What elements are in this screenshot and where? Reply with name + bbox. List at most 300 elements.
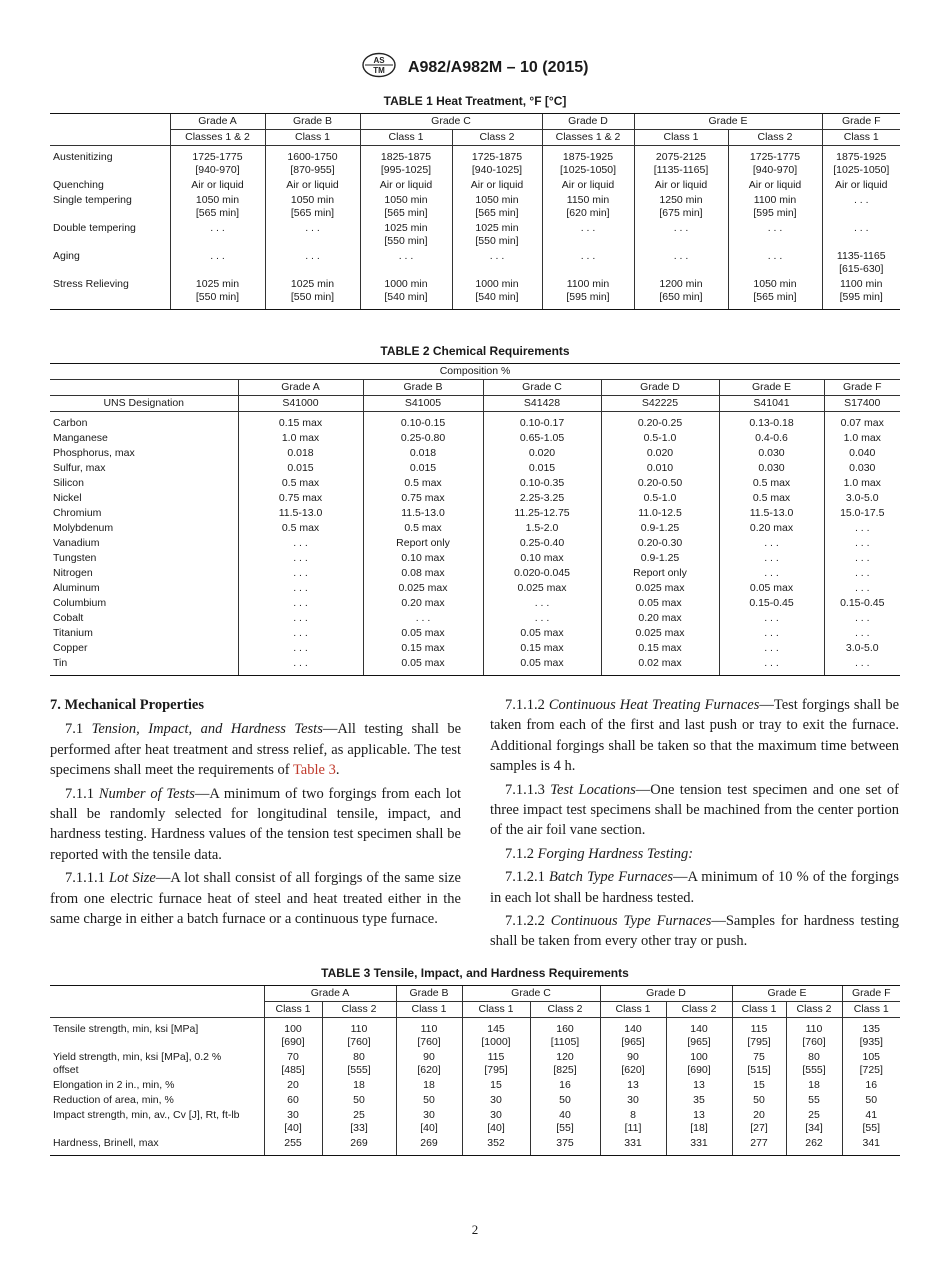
paragraph-7-1: 7.1 Tension, Impact, and Hardness Tests—All testing shall be performed after heat treatment and stress relief, as applicable. The test specimens shall meet the requirements of Table 3.	[50, 721, 462, 779]
table1-class-header: Class 2	[452, 130, 542, 146]
table2-cell: . . .	[824, 611, 900, 626]
table1-cell: . . .	[360, 249, 452, 277]
table3-cell: 135 [935]	[842, 1018, 900, 1051]
table2-cell: . . .	[824, 626, 900, 641]
table3-cell: 115 [795]	[732, 1018, 786, 1051]
table3-cell: 100 [690]	[666, 1050, 732, 1078]
table2-cell: 0.20-0.30	[601, 536, 719, 551]
table1-class-header: Class 1	[822, 130, 900, 146]
table2-row	[50, 611, 900, 626]
table2-cell: 0.015	[363, 461, 483, 476]
table2-cell: . . .	[824, 656, 900, 676]
table1-class-header: Classes 1 & 2	[542, 130, 634, 146]
table3-cell: 115 [795]	[462, 1050, 530, 1078]
table2-cell: 0.020-0.045	[483, 566, 601, 581]
table3-class-header: Class 2	[322, 1002, 396, 1018]
table3-row-label: Yield strength, min, ksi [MPa], 0.2 % offset	[53, 1051, 222, 1076]
table2-cell: 11.5-13.0	[719, 506, 824, 521]
table1-cell: 1025 min [550 min]	[265, 277, 360, 310]
table3-class-header: Class 1	[732, 1002, 786, 1018]
table2-cell: 0.020	[601, 446, 719, 461]
table1-cell: 1875-1925 [1025-1050]	[822, 146, 900, 179]
table3-cell: 20 [27]	[732, 1108, 786, 1136]
table2-row-label: Vanadium	[53, 537, 100, 549]
table2-cell: . . .	[363, 611, 483, 626]
table1-cell: . . .	[728, 221, 822, 249]
table1-cell: 1100 min [595 min]	[728, 193, 822, 221]
paragraph-7-1-2: 7.1.2 Forging Hardness Testing:	[505, 845, 694, 862]
table3-cell: 269	[396, 1136, 462, 1156]
table2-grade-header: Grade A	[238, 380, 363, 396]
table3-cell: 30	[600, 1093, 666, 1108]
table3-row	[50, 1093, 900, 1108]
table2-cell: . . .	[238, 611, 363, 626]
table2-cell: 0.05 max	[483, 626, 601, 641]
table2-cell: 0.07 max	[824, 412, 900, 432]
table2-cell: 0.4-0.6	[719, 431, 824, 446]
table3-cell: 352	[462, 1136, 530, 1156]
table3-cell: 375	[530, 1136, 600, 1156]
table2-cell: 0.15 max	[363, 641, 483, 656]
table2-cell: 0.010	[601, 461, 719, 476]
table2-caption: TABLE 2 Chemical Requirements	[380, 344, 570, 358]
table1-cell: Air or liquid	[542, 178, 634, 193]
table1-cell: . . .	[542, 249, 634, 277]
table3-cell: 15	[732, 1078, 786, 1093]
table3-cell: 341	[842, 1136, 900, 1156]
table2-cell: 0.10-0.15	[363, 412, 483, 432]
table2-cell: 0.20 max	[601, 611, 719, 626]
table2-row	[50, 536, 900, 551]
table2-cell: . . .	[238, 566, 363, 581]
table2-row-label: Phosphorus, max	[53, 447, 135, 459]
table1-cell: 1725-1875 [940-1025]	[452, 146, 542, 179]
table2-cell: Report only	[363, 536, 483, 551]
table2-cell: 0.15 max	[238, 412, 363, 432]
table1-cell: 1050 min [565 min]	[452, 193, 542, 221]
table1-cell: 1025 min [550 min]	[360, 221, 452, 249]
paragraph-7-1-1-3: 7.1.1.3 Test Locations—One tension test specimen and one set of three impact test specimens shall be machined from the center portion of the air foil vane section.	[490, 781, 900, 839]
table1-cell: 1000 min [540 min]	[452, 277, 542, 310]
table2-row	[50, 476, 900, 491]
table1-row-label: Stress Relieving	[50, 277, 170, 310]
table3-row	[50, 1018, 900, 1051]
table3-row	[50, 1108, 900, 1136]
table3-class-header: Class 1	[842, 1002, 900, 1018]
table2-cell: 0.15 max	[483, 641, 601, 656]
table3-grade-header: Grade A	[264, 986, 396, 1002]
table3-caption: TABLE 3 Tensile, Impact, and Hardness Requirements	[321, 966, 629, 980]
table1-cell: . . .	[170, 221, 265, 249]
table3-cell: 41 [55]	[842, 1108, 900, 1136]
table1-row	[50, 146, 900, 179]
table2-cell: 0.5 max	[719, 491, 824, 506]
table1-row	[50, 277, 900, 310]
table2-uns-value: S41005	[363, 396, 483, 412]
table3-cell: 255	[264, 1136, 322, 1156]
table2-row-label: Chromium	[53, 507, 102, 519]
table2-row-label: Copper	[53, 642, 88, 654]
table3-row-label: Tensile strength, min, ksi [MPa]	[53, 1023, 199, 1035]
table3-row	[50, 1078, 900, 1093]
table2-row-label: Manganese	[53, 432, 108, 444]
table2-row-label: Columbium	[53, 597, 107, 609]
table2-uns-value: S42225	[601, 396, 719, 412]
table2-cell: . . .	[719, 656, 824, 676]
table2-cell: 0.025 max	[601, 626, 719, 641]
table1-cell: 1050 min [565 min]	[170, 193, 265, 221]
paragraph-7-1-1-1: 7.1.1.1 Lot Size—A lot shall consist of all forgings of the same size from one electric furnace heat of steel and heat treated either in the same charge in either a batch furnace or a continuous type furnace.	[50, 870, 461, 928]
table3-cell: 18	[396, 1078, 462, 1093]
table2-cell: 0.10-0.17	[483, 412, 601, 432]
table2-cell: 0.10 max	[363, 551, 483, 566]
table1-cell: 1000 min [540 min]	[360, 277, 452, 310]
table3-row	[50, 1050, 900, 1078]
table1-cell: 1150 min [620 min]	[542, 193, 634, 221]
table1-row-label: Austenitizing	[53, 151, 113, 163]
table3-cell: 331	[666, 1136, 732, 1156]
table1-cell: 1025 min [550 min]	[170, 277, 265, 310]
body-left-column	[50, 695, 461, 932]
table3-cell: 60	[264, 1093, 322, 1108]
table2-uns-value: S41428	[483, 396, 601, 412]
table3-cell: 90 [620]	[600, 1050, 666, 1078]
table1-grade-header: Grade F	[822, 114, 900, 130]
table2-row	[50, 566, 900, 581]
table2-row	[50, 596, 900, 611]
table1-cell: Air or liquid	[634, 178, 728, 193]
table2-grade-header: Grade B	[363, 380, 483, 396]
table1-row	[50, 193, 900, 221]
document-header	[0, 52, 950, 83]
table2-cell: . . .	[238, 641, 363, 656]
table2-cell: 0.20 max	[719, 521, 824, 536]
table1-cell: . . .	[822, 221, 900, 249]
table2-cell: . . .	[238, 581, 363, 596]
table2-cell: 2.25-3.25	[483, 491, 601, 506]
table1-grade-row	[50, 114, 900, 130]
table2-cell: 0.13-0.18	[719, 412, 824, 432]
table3-cell: 25 [33]	[322, 1108, 396, 1136]
table3-cell: 140 [965]	[666, 1018, 732, 1051]
table3-cell: 55	[786, 1093, 842, 1108]
table3-cell: 25 [34]	[786, 1108, 842, 1136]
table2-cell: 0.15-0.45	[719, 596, 824, 611]
page-number: 2	[471, 1222, 479, 1237]
table2-grade-header: Grade C	[483, 380, 601, 396]
table2-row	[50, 506, 900, 521]
table3-class-header: Class 1	[396, 1002, 462, 1018]
table1-grade-header: Grade A	[170, 114, 265, 130]
table2-cell: 0.75 max	[363, 491, 483, 506]
table2-cell: . . .	[719, 536, 824, 551]
svg-text:AS: AS	[373, 56, 386, 65]
table2-cell: 0.030	[719, 461, 824, 476]
table2-cell: 0.020	[483, 446, 601, 461]
table1-cell: 1100 min [595 min]	[542, 277, 634, 310]
table1-grade-header: Grade E	[634, 114, 822, 130]
table3-cell: 18	[322, 1078, 396, 1093]
table3-grade-header: Grade F	[842, 986, 900, 1002]
table2-cell: . . .	[719, 566, 824, 581]
table1-grade-header: Grade B	[265, 114, 360, 130]
table3-cell: 15	[462, 1078, 530, 1093]
table2-cell: 1.0 max	[238, 431, 363, 446]
table3-cell: 80 [555]	[786, 1050, 842, 1078]
table3-cell: 90 [620]	[396, 1050, 462, 1078]
table2-cell: 11.0-12.5	[601, 506, 719, 521]
table3-class-header: Class 2	[530, 1002, 600, 1018]
table1-cell: . . .	[265, 221, 360, 249]
table1-cell: Air or liquid	[728, 178, 822, 193]
table1-class-header: Class 1	[360, 130, 452, 146]
table3-cell: 50	[842, 1093, 900, 1108]
table2-cell: 0.5-1.0	[601, 491, 719, 506]
table1-cell: . . .	[265, 249, 360, 277]
table2-cell: . . .	[824, 566, 900, 581]
table2-cell: 3.0-5.0	[824, 641, 900, 656]
table1-cell: Air or liquid	[360, 178, 452, 193]
table2-cell: 0.08 max	[363, 566, 483, 581]
table3-cell: 110 [760]	[786, 1018, 842, 1051]
table2-cell: . . .	[238, 536, 363, 551]
table2-row	[50, 431, 900, 446]
table2-cell: 0.65-1.05	[483, 431, 601, 446]
table1-cell: 1050 min [565 min]	[728, 277, 822, 310]
table2-cell: 0.5 max	[238, 521, 363, 536]
table2-row-label: Cobalt	[53, 612, 84, 624]
table2-cell: . . .	[238, 626, 363, 641]
table1-cell: Air or liquid	[265, 178, 360, 193]
table3-grade-header: Grade B	[396, 986, 462, 1002]
table1-grade-header: Grade C	[360, 114, 542, 130]
svg-text:TM: TM	[373, 66, 386, 75]
table3-cell: 13	[600, 1078, 666, 1093]
table3-cell: 70 [485]	[264, 1050, 322, 1078]
table2-cell: 0.015	[483, 461, 601, 476]
table3-row-label: Hardness, Brinell, max	[50, 1136, 264, 1156]
table3-cell: 110 [760]	[322, 1018, 396, 1051]
table2-cell: 3.0-5.0	[824, 491, 900, 506]
table3-cell: 269	[322, 1136, 396, 1156]
table3-cell: 13 [18]	[666, 1108, 732, 1136]
table2-cell: 0.05 max	[363, 626, 483, 641]
table3-cell: 277	[732, 1136, 786, 1156]
table3-cell: 80 [555]	[322, 1050, 396, 1078]
table2-cell: 0.040	[824, 446, 900, 461]
table2-row	[50, 412, 900, 432]
table3-cell: 120 [825]	[530, 1050, 600, 1078]
table1-cell: 2075-2125 [1135-1165]	[634, 146, 728, 179]
table2-cell: 0.015	[238, 461, 363, 476]
table2-cell: 0.05 max	[719, 581, 824, 596]
table1-cell: Air or liquid	[170, 178, 265, 193]
table3-link[interactable]: Table 3	[292, 762, 336, 779]
table2-cell: . . .	[824, 521, 900, 536]
table1-cell: Air or liquid	[822, 178, 900, 193]
table2-row	[50, 461, 900, 476]
table1-class-header: Class 1	[634, 130, 728, 146]
table2-cell: Report only	[601, 566, 719, 581]
table3-cell: 105 [725]	[842, 1050, 900, 1078]
table2-row-label: Sulfur, max	[53, 462, 106, 474]
table3-cell: 100 [690]	[264, 1018, 322, 1051]
table2-cell: 11.5-13.0	[238, 506, 363, 521]
table3-cell: 30 [40]	[396, 1108, 462, 1136]
table2-grade-row	[50, 380, 900, 396]
table1-row	[50, 178, 900, 193]
paragraph-7-1-2-1: 7.1.2.1 Batch Type Furnaces—A minimum of 10 % of the forgings in each lot shall be hardness tested.	[490, 869, 899, 906]
table3-row-label: Elongation in 2 in., min, %	[53, 1079, 175, 1091]
table2-cell: . . .	[719, 611, 824, 626]
table2-cell: . . .	[719, 641, 824, 656]
table3-cell: 160 [1105]	[530, 1018, 600, 1051]
table3-cell: 13	[666, 1078, 732, 1093]
table1-cell: . . .	[728, 249, 822, 277]
table1-cell: Air or liquid	[452, 178, 542, 193]
heat-treatment-table	[50, 113, 900, 310]
table2-cell: 0.5 max	[238, 476, 363, 491]
astm-logo-icon	[361, 52, 397, 83]
table2-cell: 0.10 max	[483, 551, 601, 566]
table2-uns-label: UNS Designation	[50, 396, 238, 412]
table2-cell: 0.20-0.50	[601, 476, 719, 491]
table2-cell: 0.20 max	[363, 596, 483, 611]
table3-cell: 30	[462, 1093, 530, 1108]
table2-cell: . . .	[824, 536, 900, 551]
table1-cell: 1135-1165 [615-630]	[822, 249, 900, 277]
table3-class-header: Class 1	[462, 1002, 530, 1018]
table2-grade-header: Grade E	[719, 380, 824, 396]
table2-cell: . . .	[483, 596, 601, 611]
table2-cell: 0.5 max	[363, 521, 483, 536]
table2-cell: 0.5 max	[719, 476, 824, 491]
table1-class-row	[50, 130, 900, 146]
table3-row-label: Reduction of area, min, %	[53, 1094, 174, 1106]
table2-cell: 0.9-1.25	[601, 551, 719, 566]
table1-cell: 1250 min [675 min]	[634, 193, 728, 221]
table2-cell: 0.02 max	[601, 656, 719, 676]
table2-cell: 0.75 max	[238, 491, 363, 506]
table2-cell: 0.25-0.80	[363, 431, 483, 446]
table2-cell: 0.030	[824, 461, 900, 476]
table2-cell: 0.15-0.45	[824, 596, 900, 611]
table2-cell: 0.025 max	[363, 581, 483, 596]
table2-row	[50, 491, 900, 506]
table2-cell: 0.15 max	[601, 641, 719, 656]
table2-cell: 0.10-0.35	[483, 476, 601, 491]
standard-designation: A982/A982M – 10 (2015)	[407, 58, 589, 76]
table2-cell: 1.0 max	[824, 431, 900, 446]
table1-row-label: Quenching	[53, 179, 104, 191]
table2-cell: . . .	[238, 551, 363, 566]
table2-cell: 1.0 max	[824, 476, 900, 491]
table2-cell: 0.05 max	[601, 596, 719, 611]
table3-class-header: Class 1	[600, 1002, 666, 1018]
table3-cell: 16	[842, 1078, 900, 1093]
table3-cell: 262	[786, 1136, 842, 1156]
table3-row	[50, 1136, 900, 1156]
table3-cell: 30 [40]	[264, 1108, 322, 1136]
table1-cell: . . .	[634, 221, 728, 249]
table2-cell: 0.018	[363, 446, 483, 461]
table1-cell: . . .	[542, 221, 634, 249]
table1-row-label: Aging	[53, 250, 80, 262]
table3-row-label: Impact strength, min, av., Cv [J], Rt, ft-lb	[53, 1109, 240, 1121]
table2-uns-value: S41000	[238, 396, 363, 412]
table1-cell: 1050 min [565 min]	[265, 193, 360, 221]
table3-cell: 20	[264, 1078, 322, 1093]
table2-row	[50, 581, 900, 596]
table2-cell: 0.20-0.25	[601, 412, 719, 432]
table2-cell: . . .	[483, 611, 601, 626]
table2-cell: 0.9-1.25	[601, 521, 719, 536]
table2-row-label: Titanium	[53, 627, 93, 639]
table2-cell: 0.5 max	[363, 476, 483, 491]
table1-cell: 1725-1775 [940-970]	[728, 146, 822, 179]
section-heading: 7. Mechanical Properties	[50, 697, 204, 713]
table1-cell: 1025 min [550 min]	[452, 221, 542, 249]
table2-cell: 1.5-2.0	[483, 521, 601, 536]
table2-cell: . . .	[238, 656, 363, 676]
table2-row-label: Silicon	[53, 477, 84, 489]
table2-row	[50, 446, 900, 461]
paragraph-7-1-1-2: 7.1.1.2 Continuous Heat Treating Furnaces—Test forgings shall be taken from each of the first and last push or tray to exit the furnace. Additional forgings shall be taken so that the maximum time between samples is 4 h.	[490, 697, 900, 775]
table2-row-label: Molybdenum	[53, 522, 114, 534]
table3-cell: 110 [760]	[396, 1018, 462, 1051]
table2-cell: 0.025 max	[483, 581, 601, 596]
table2-row	[50, 521, 900, 536]
table2-cell: 0.05 max	[363, 656, 483, 676]
table1-grade-header: Grade D	[542, 114, 634, 130]
table3-cell: 40 [55]	[530, 1108, 600, 1136]
table3-class-header: Class 2	[666, 1002, 732, 1018]
table2-cell: 11.25-12.75	[483, 506, 601, 521]
table3-cell: 140 [965]	[600, 1018, 666, 1051]
table2-uns-row	[50, 396, 900, 412]
table3-cell: 145 [1000]	[462, 1018, 530, 1051]
table2-row-label: Aluminum	[53, 582, 100, 594]
table1-cell: 1725-1775 [940-970]	[170, 146, 265, 179]
table3-cell: 30 [40]	[462, 1108, 530, 1136]
table2-cell: 0.5-1.0	[601, 431, 719, 446]
table1-cell: 1600-1750 [870-955]	[265, 146, 360, 179]
table3-cell: 50	[530, 1093, 600, 1108]
paragraph-7-1-1: 7.1.1 Number of Tests—A minimum of two forgings from each lot shall be randomly selected for longitudinal tensile, impact, and hardness testing. Hardness values of the tension test specimen shall be reported with the tensile data.	[50, 785, 462, 863]
table2-row-label: Tungsten	[53, 552, 97, 564]
table1-caption: TABLE 1 Heat Treatment, °F [°C]	[383, 94, 567, 108]
table2-super-header-row	[50, 364, 900, 380]
table1-row-label: Single tempering	[53, 194, 132, 206]
table2-cell: . . .	[719, 626, 824, 641]
table3-cell: 50	[322, 1093, 396, 1108]
table2-row	[50, 626, 900, 641]
table1-cell: 1825-1875 [995-1025]	[360, 146, 452, 179]
table3-cell: 50	[396, 1093, 462, 1108]
table1-cell: . . .	[822, 193, 900, 221]
table2-row-label: Carbon	[53, 417, 88, 429]
table1-row-label: Double tempering	[53, 222, 136, 234]
body-right-column	[490, 695, 899, 955]
table3-grade-header: Grade C	[462, 986, 600, 1002]
table1-row	[50, 249, 900, 277]
table1-class-header: Class 1	[265, 130, 360, 146]
table1-cell: 1100 min [595 min]	[822, 277, 900, 310]
table3-cell: 8 [11]	[600, 1108, 666, 1136]
table2-super-header: Composition %	[50, 364, 900, 380]
paragraph-7-1-2-2: 7.1.2.2 Continuous Type Furnaces—Samples for hardness testing shall be taken from every other tray or push.	[490, 913, 899, 950]
table3-class-header: Class 1	[264, 1002, 322, 1018]
